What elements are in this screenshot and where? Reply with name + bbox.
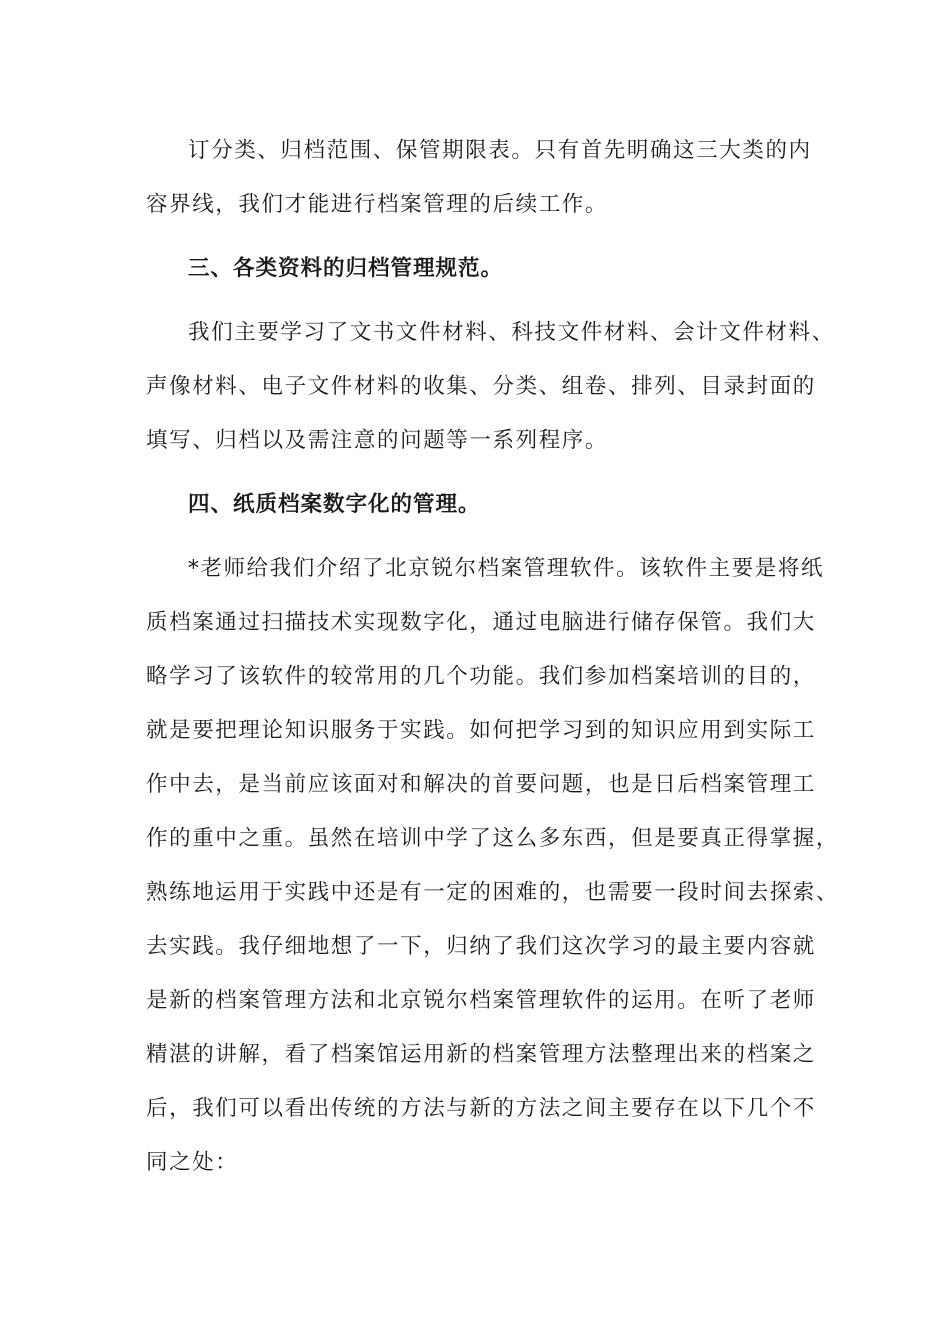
- text-line: 声像材料、电子文件材料的收集、分类、组卷、排列、目录封面的: [146, 374, 816, 399]
- text-line: 后，我们可以看出传统的方法与新的方法之间主要存在以下几个不: [146, 1096, 816, 1121]
- text-line: 精湛的讲解，看了档案馆运用新的档案管理方法整理出来的档案之: [146, 1042, 816, 1067]
- section-heading-3: 三、各类资料的归档管理规范。: [188, 256, 504, 281]
- text-line: 略学习了该软件的较常用的几个功能。我们参加档案培训的目的，: [146, 664, 816, 689]
- text-line: 去实践。我仔细地想了一下，归纳了我们这次学习的最主要内容就: [146, 934, 816, 959]
- text-line: 是新的档案管理方法和北京锐尔档案管理软件的运用。在听了老师: [146, 988, 816, 1013]
- text-line: 作中去，是当前应该面对和解决的首要问题，也是日后档案管理工: [146, 772, 816, 797]
- paragraph-digitization: [146, 546, 840, 1194]
- section-heading-4: 四、纸质档案数字化的管理。: [188, 492, 481, 517]
- text-line: 同之处：: [146, 1150, 239, 1175]
- text-line: 订分类、归档范围、保管期限表。只有首先明确这三大类的内: [188, 138, 812, 163]
- text-line: 作的重中之重。虽然在培训中学了这么多东西，但是要真正得掌握，: [146, 826, 840, 851]
- document-body: [146, 128, 840, 1194]
- text-line: 就是要把理论知识服务于实践。如何把学习到的知识应用到实际工: [146, 718, 816, 743]
- text-line: *老师给我们介绍了北京锐尔档案管理软件。该软件主要是将纸: [188, 556, 825, 581]
- paragraph-classification: [146, 128, 812, 236]
- text-line: 质档案通过扫描技术实现数字化，通过电脑进行储存保管。我们大: [146, 610, 816, 635]
- text-line: 填写、归档以及需注意的问题等一系列程序。: [146, 428, 609, 453]
- paragraph-archiving-rules: [146, 310, 835, 472]
- text-line: 我们主要学习了文书文件材料、科技文件材料、会计文件材料、: [188, 320, 835, 345]
- text-line: 容界线，我们才能进行档案管理的后续工作。: [146, 192, 609, 217]
- text-line: 熟练地运用于实践中还是有一定的困难的，也需要一段时间去探索、: [146, 880, 840, 905]
